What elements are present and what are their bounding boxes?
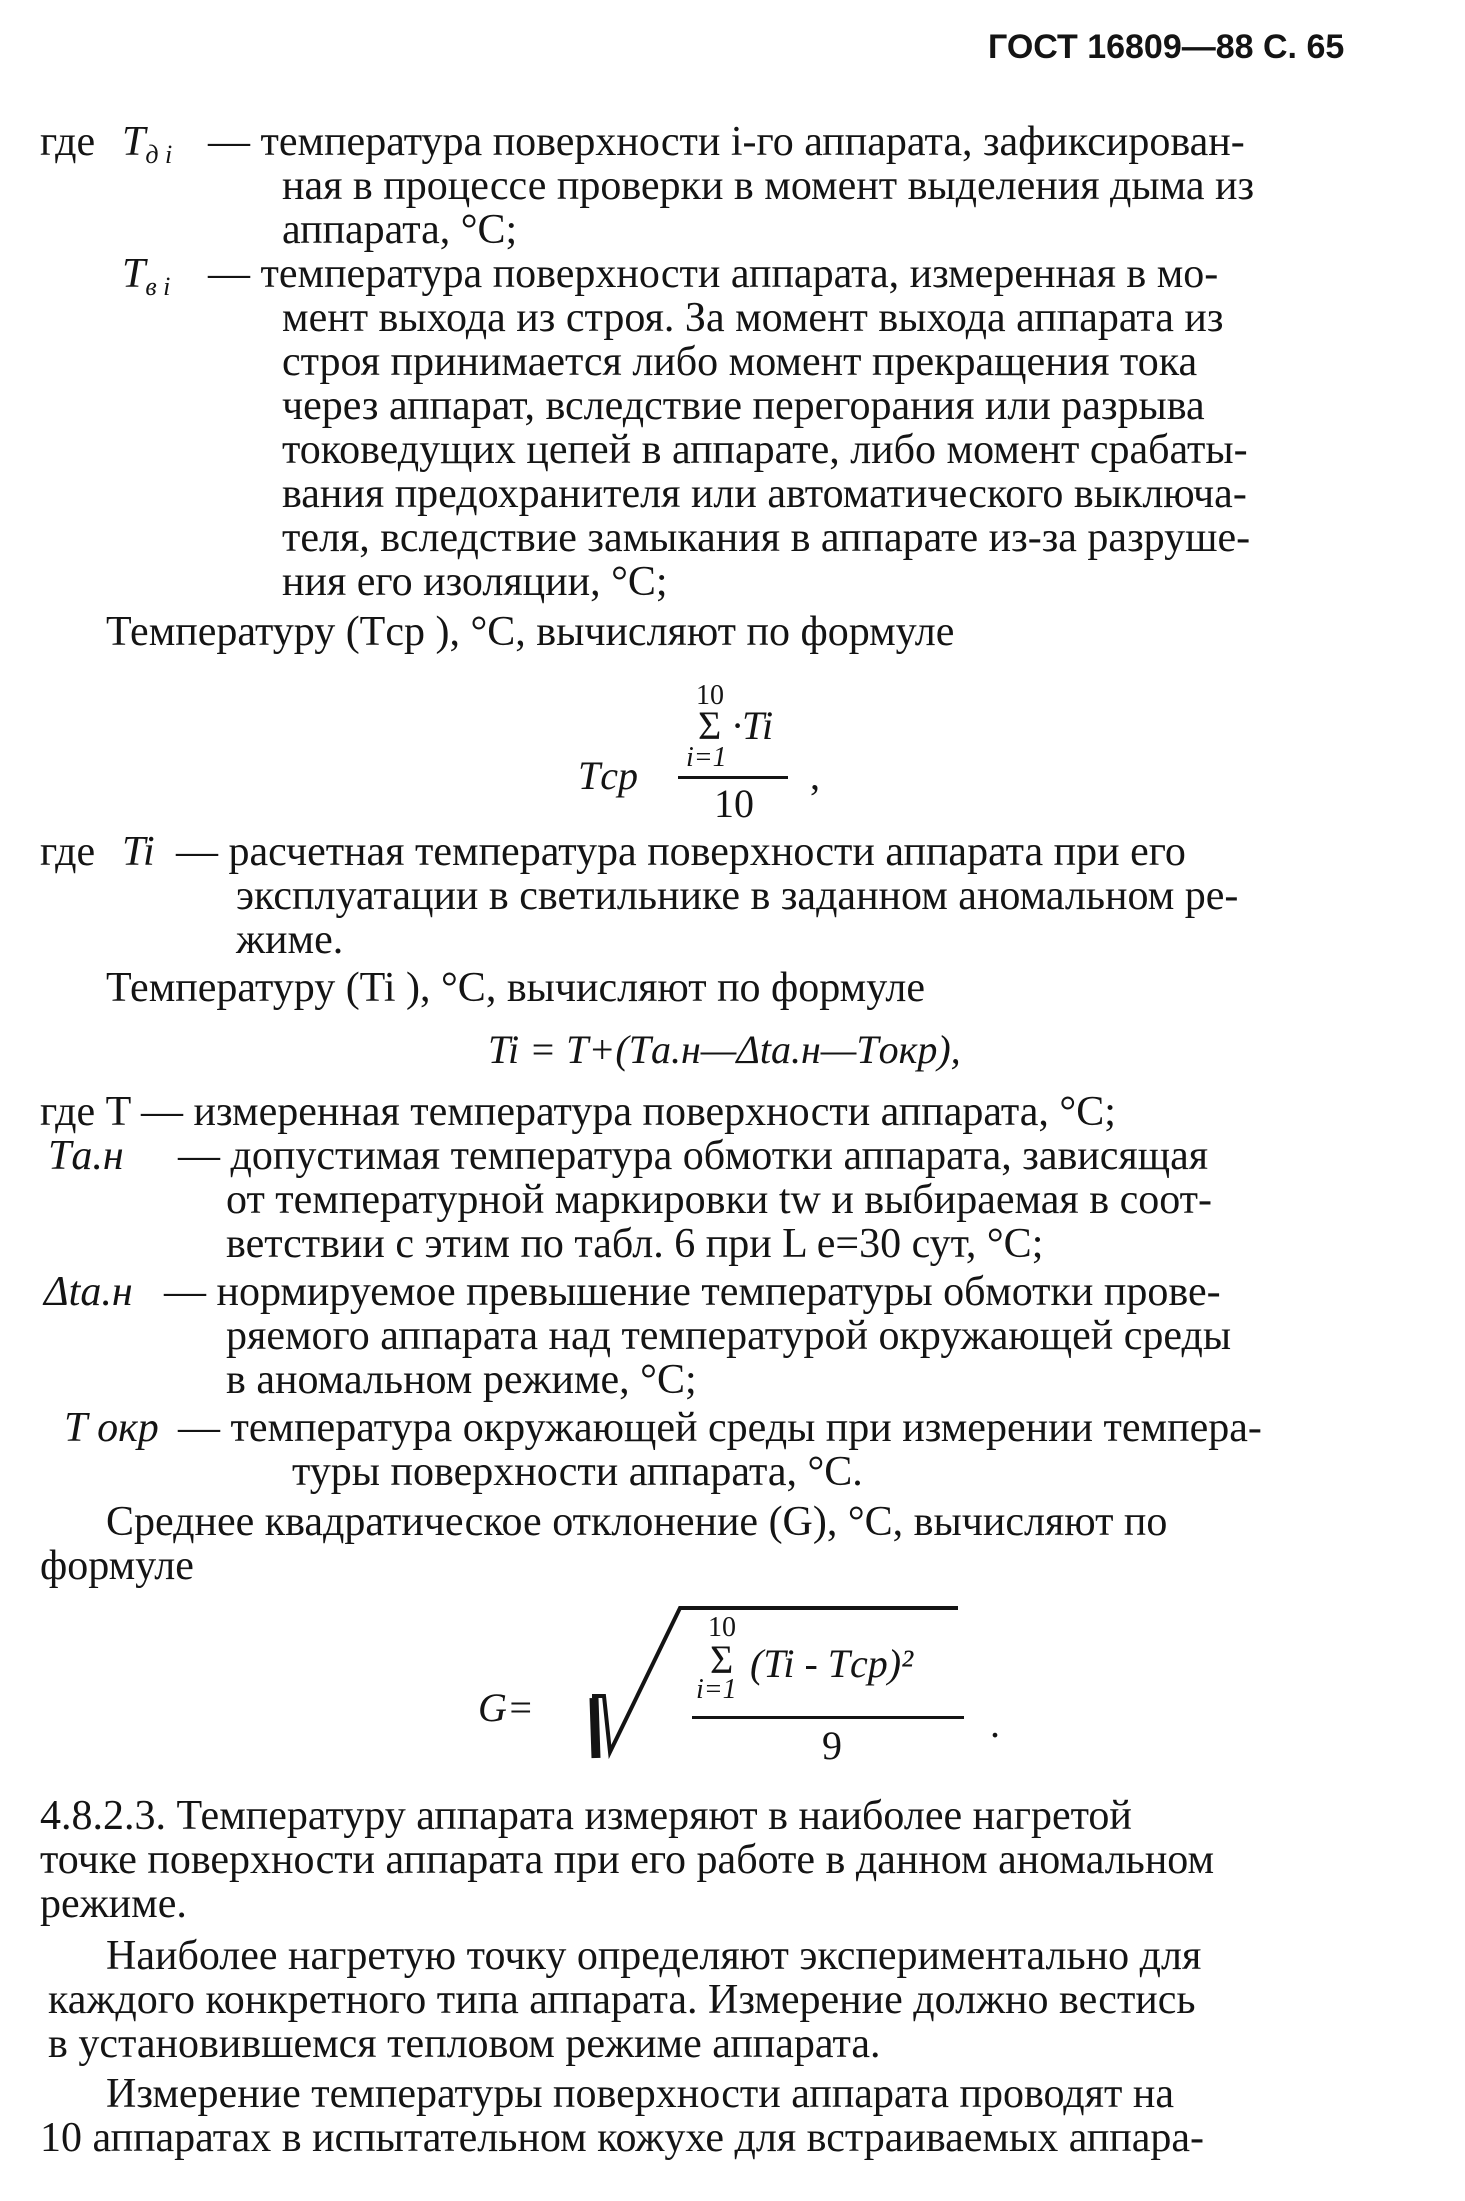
intro-tcp: Температуру (Tср ), °С, вычисляют по формуле (106, 609, 955, 655)
para-4823-line-3: режиме. (40, 1881, 187, 1927)
intro-g-line-2: формуле (40, 1543, 194, 1589)
f1-fraction-bar (678, 776, 788, 779)
symbol-td-main: T (122, 119, 146, 165)
f3-term: (Ti - Tср)² (750, 1641, 914, 1686)
def-ti-line-1: — расчетная температура поверхности аппарата при его (176, 829, 1186, 875)
f1-sum-sign: Σ (698, 703, 722, 748)
def-dtan-line-2: ряемого аппарата над температурой окружающей среды (226, 1313, 1232, 1359)
def-tv-line-1: — температура поверхности аппарата, измеренная в мо- (208, 251, 1219, 297)
f3-lhs: G= (478, 1685, 534, 1730)
symbol-td (122, 120, 172, 177)
symbol-tan: Tа.н (48, 1133, 124, 1179)
def-tv-line-8: ния его изоляции, °С; (282, 559, 668, 605)
def-ti-line-3: жиме. (236, 917, 344, 963)
f3-fraction-bar (692, 1716, 964, 1719)
f1-sum-bottom: i=1 (686, 742, 727, 773)
symbol-tv-main: T (122, 251, 146, 297)
def-tv-line-3: строя принимается либо момент прекращения тока (282, 339, 1198, 385)
para-hot-line-1: Наиболее нагретую точку определяют экспериментально для (106, 1933, 1202, 1979)
def-tan-line-2: от температурной маркировки tw и выбираемая в соот- (226, 1177, 1212, 1223)
f3-period: . (990, 1701, 1000, 1746)
f3-sum-sign: Σ (710, 1637, 734, 1682)
f3-sum-top: 10 (708, 1612, 736, 1643)
def-td-line-3: аппарата, °С; (282, 207, 518, 253)
para-hot-line-2: каждого конкретного типа аппарата. Измерение должно вестись (48, 1977, 1196, 2023)
f3-denominator: 9 (822, 1723, 842, 1768)
def-ti-line-2: эксплуатации в светильнике в заданном аномальном ре- (236, 873, 1239, 919)
symbol-dtan: Δtа.н (44, 1269, 133, 1315)
def-tv-line-6: вания предохранителя или автоматического выключа- (282, 471, 1247, 517)
f3-sum-bottom: i=1 (696, 1674, 737, 1705)
f1-comma: , (810, 753, 820, 798)
def-tv-line-4: через аппарат, вследствие перегорания или разрыва (282, 383, 1205, 429)
where-label-ti: где (40, 829, 96, 875)
intro-ti: Температуру (Ti ), °С, вычисляют по формуле (106, 965, 925, 1011)
intro-g-line-1: Среднее квадратическое отклонение (G), °С, вычисляют по (106, 1499, 1168, 1545)
def-td-line-1: — температура поверхности i-го аппарата, зафиксирован- (208, 119, 1245, 165)
symbol-tv-sub: в i (145, 272, 171, 301)
where-label: где (40, 119, 96, 165)
formula-ti: Ti = T+(Tа.н—Δtа.н—Tокр), (488, 1027, 961, 1072)
symbol-td-sub: д i (145, 140, 173, 169)
def-tv-line-2: мент выхода из строя. За момент выхода аппарата из (282, 295, 1224, 341)
def-tv-line-5: токоведущих цепей в аппарате, либо момент срабаты- (282, 427, 1248, 473)
f1-sum-top: 10 (696, 680, 724, 711)
para-meas-line-2: 10 аппаратах в испытательном кожухе для встраиваемых аппара- (40, 2115, 1205, 2161)
symbol-ti: Ti (122, 829, 155, 875)
def-dtan-line-1: — нормируемое превышение температуры обмотки прове- (164, 1269, 1221, 1315)
def-td-line-2: ная в процессе проверки в момент выделения дыма из (282, 163, 1255, 209)
para-4823-line-2: точке поверхности аппарата при его работе в данном аномальном (40, 1837, 1215, 1883)
f1-lhs: Tср (578, 753, 638, 798)
def-tokr-line-1: — температура окружающей среды при измерении темпера- (178, 1405, 1262, 1451)
para-hot-line-3: в установившемся тепловом режиме аппарата. (48, 2021, 881, 2067)
symbol-tokr: T окр (64, 1405, 159, 1451)
def-tokr-line-2: туры поверхности аппарата, °С. (292, 1449, 863, 1495)
def-tv-line-7: теля, вследствие замыкания в аппарате из-за разруше- (282, 515, 1251, 561)
para-4823-line-1: 4.8.2.3. Температуру аппарата измеряют в наиболее нагретой (40, 1793, 1132, 1839)
def-dtan-line-3: в аномальном режиме, °С; (226, 1357, 697, 1403)
para-meas-line-1: Измерение температуры поверхности аппарата проводят на (106, 2071, 1174, 2117)
page-header: ГОСТ 16809—88 С. 65 (988, 28, 1345, 66)
def-tan-line-3: ветствии с этим по табл. 6 при L e=30 сут, °С; (226, 1221, 1044, 1267)
symbol-tv (122, 252, 170, 309)
f1-numer-term: ·Ti (732, 703, 774, 748)
def-t-line: где T — измеренная температура поверхности аппарата, °С; (40, 1089, 1116, 1135)
def-tan-line-1: — допустимая температура обмотки аппарата, зависящая (178, 1133, 1209, 1179)
f1-denominator: 10 (714, 781, 754, 826)
